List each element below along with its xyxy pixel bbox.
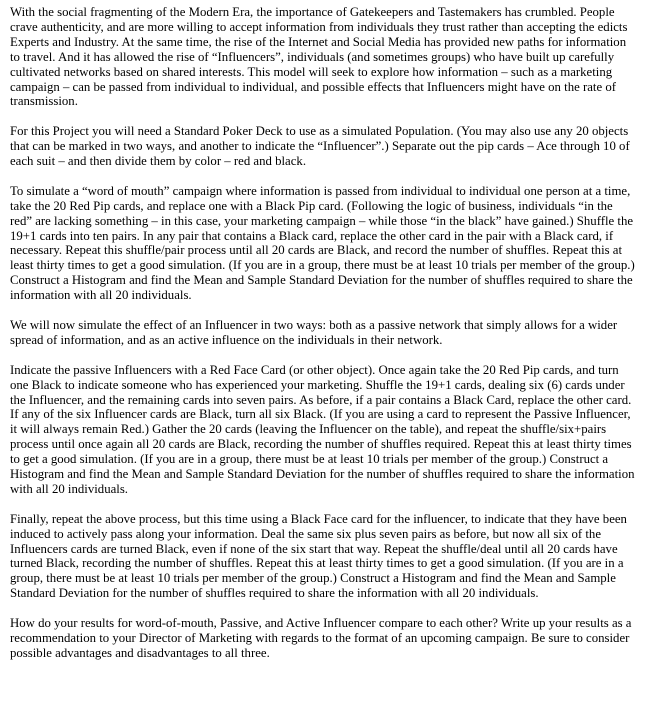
paragraph-conclusion: How do your results for word-of-mouth, Passive, and Active Influencer compare to each other? Write up your results as a recommendation to your Director of Marketing with regards to the format of an upcoming campaign. Be sure to consider possible advantages and disadvantages to all three.	[10, 616, 632, 660]
paragraph-introduction: With the social fragmenting of the Modern Era, the importance of Gatekeepers and Tastemakers has crumbled. People crave authenticity, and are more willing to accept information from individuals they trust rather than accepting the edicts Experts and Industry. At the same time, the rise of the Internet and Social Media has provided new paths for information to travel. And it has allowed the rise of “Influencers”, individuals (and sometimes groups) who have built up carefully cultivated networks based on shared interests. This model will seek to explore how information – such as a marketing campaign – can be passed from individual to individual, and possible effects that Influencers might have on the rate of transmission.	[10, 5, 628, 109]
paragraph-influencer-overview: We will now simulate the effect of an Influencer in two ways: both as a passive network that simply allows for a wider spread of information, and as an active influence on the individuals in their network.	[10, 317, 618, 347]
paragraph-materials: For this Project you will need a Standard Poker Deck to use as a simulated Population. (You may also use any 20 objects that can be marked in two ways, and another to indicate the “Influencer”.) Separate out the pip cards – Ace through 10 of each suit – and then divide them by color – red and black.	[10, 124, 630, 169]
paragraph-passive-influencer: Indicate the passive Influencers with a Red Face Card (or other object). Once again take the 20 Red Pip cards, and turn one Black to indicate someone who has experienced your marketing. Shuffle the 19+1 cards, dealing six (6) cards under the Influencer, and the remaining cards into seven pairs. As before, if a pair contains a Black Card, replace the other card. If any of the six Influencer cards are Black, turn all six Black. (If you are using a card to represent the Passive Influencer, it will always remain Red.) Gather the 20 cards (leaving the Influencer on the table), and repeat the shuffle/six+pairs process until once again all 20 cards are Black, recording the number of shuffles required. Repeat this at least thirty times to get a good simulation. (If you are in a group, there must be at least 10 trials per member of the group.) Construct a Histogram and find the Mean and Sample Standard Deviation for the number of shuffles required to share the information with all 20 individuals.	[10, 362, 635, 496]
paragraph-word-of-mouth: To simulate a “word of mouth” campaign where information is passed from individual to individual one person at a time, take the 20 Red Pip cards, and replace one with a Black Pip card. (Following the logic of business, individuals “in the red” are lacking something – in this case, your marketing campaign – while those “in the black” have gained.) Shuffle the 19+1 cards into ten pairs. In any pair that contains a Black card, replace the other card in the pair with a Black card, if necessary. Repeat this shuffle/pair process until all 20 cards are Black, and record the number of shuffles. Repeat this at least thirty times to get a good simulation. (If you are in a group, there must be at least 10 trials per member of the group.) Construct a Histogram and find the Mean and Sample Standard Deviation for the number of shuffles required to share the information with all 20 individuals.	[10, 183, 635, 303]
paragraph-active-influencer: Finally, repeat the above process, but this time using a Black Face card for the influencer, to indicate that they have been induced to actively pass along your information. Deal the same six plus seven pairs as before, but now all six of the Influencers cards are turned Black, even if none of the six start that way. Repeat the shuffle/deal until all 20 cards have turned Black, recording the number of shuffles. Repeat this at least thirty times to get a good simulation. (If you are in a group, there must be at least 10 trials per member of the group.) Construct a Histogram and find the Mean and Sample Standard Deviation for the number of shuffles required to share the information with all 20 individuals.	[10, 511, 627, 601]
